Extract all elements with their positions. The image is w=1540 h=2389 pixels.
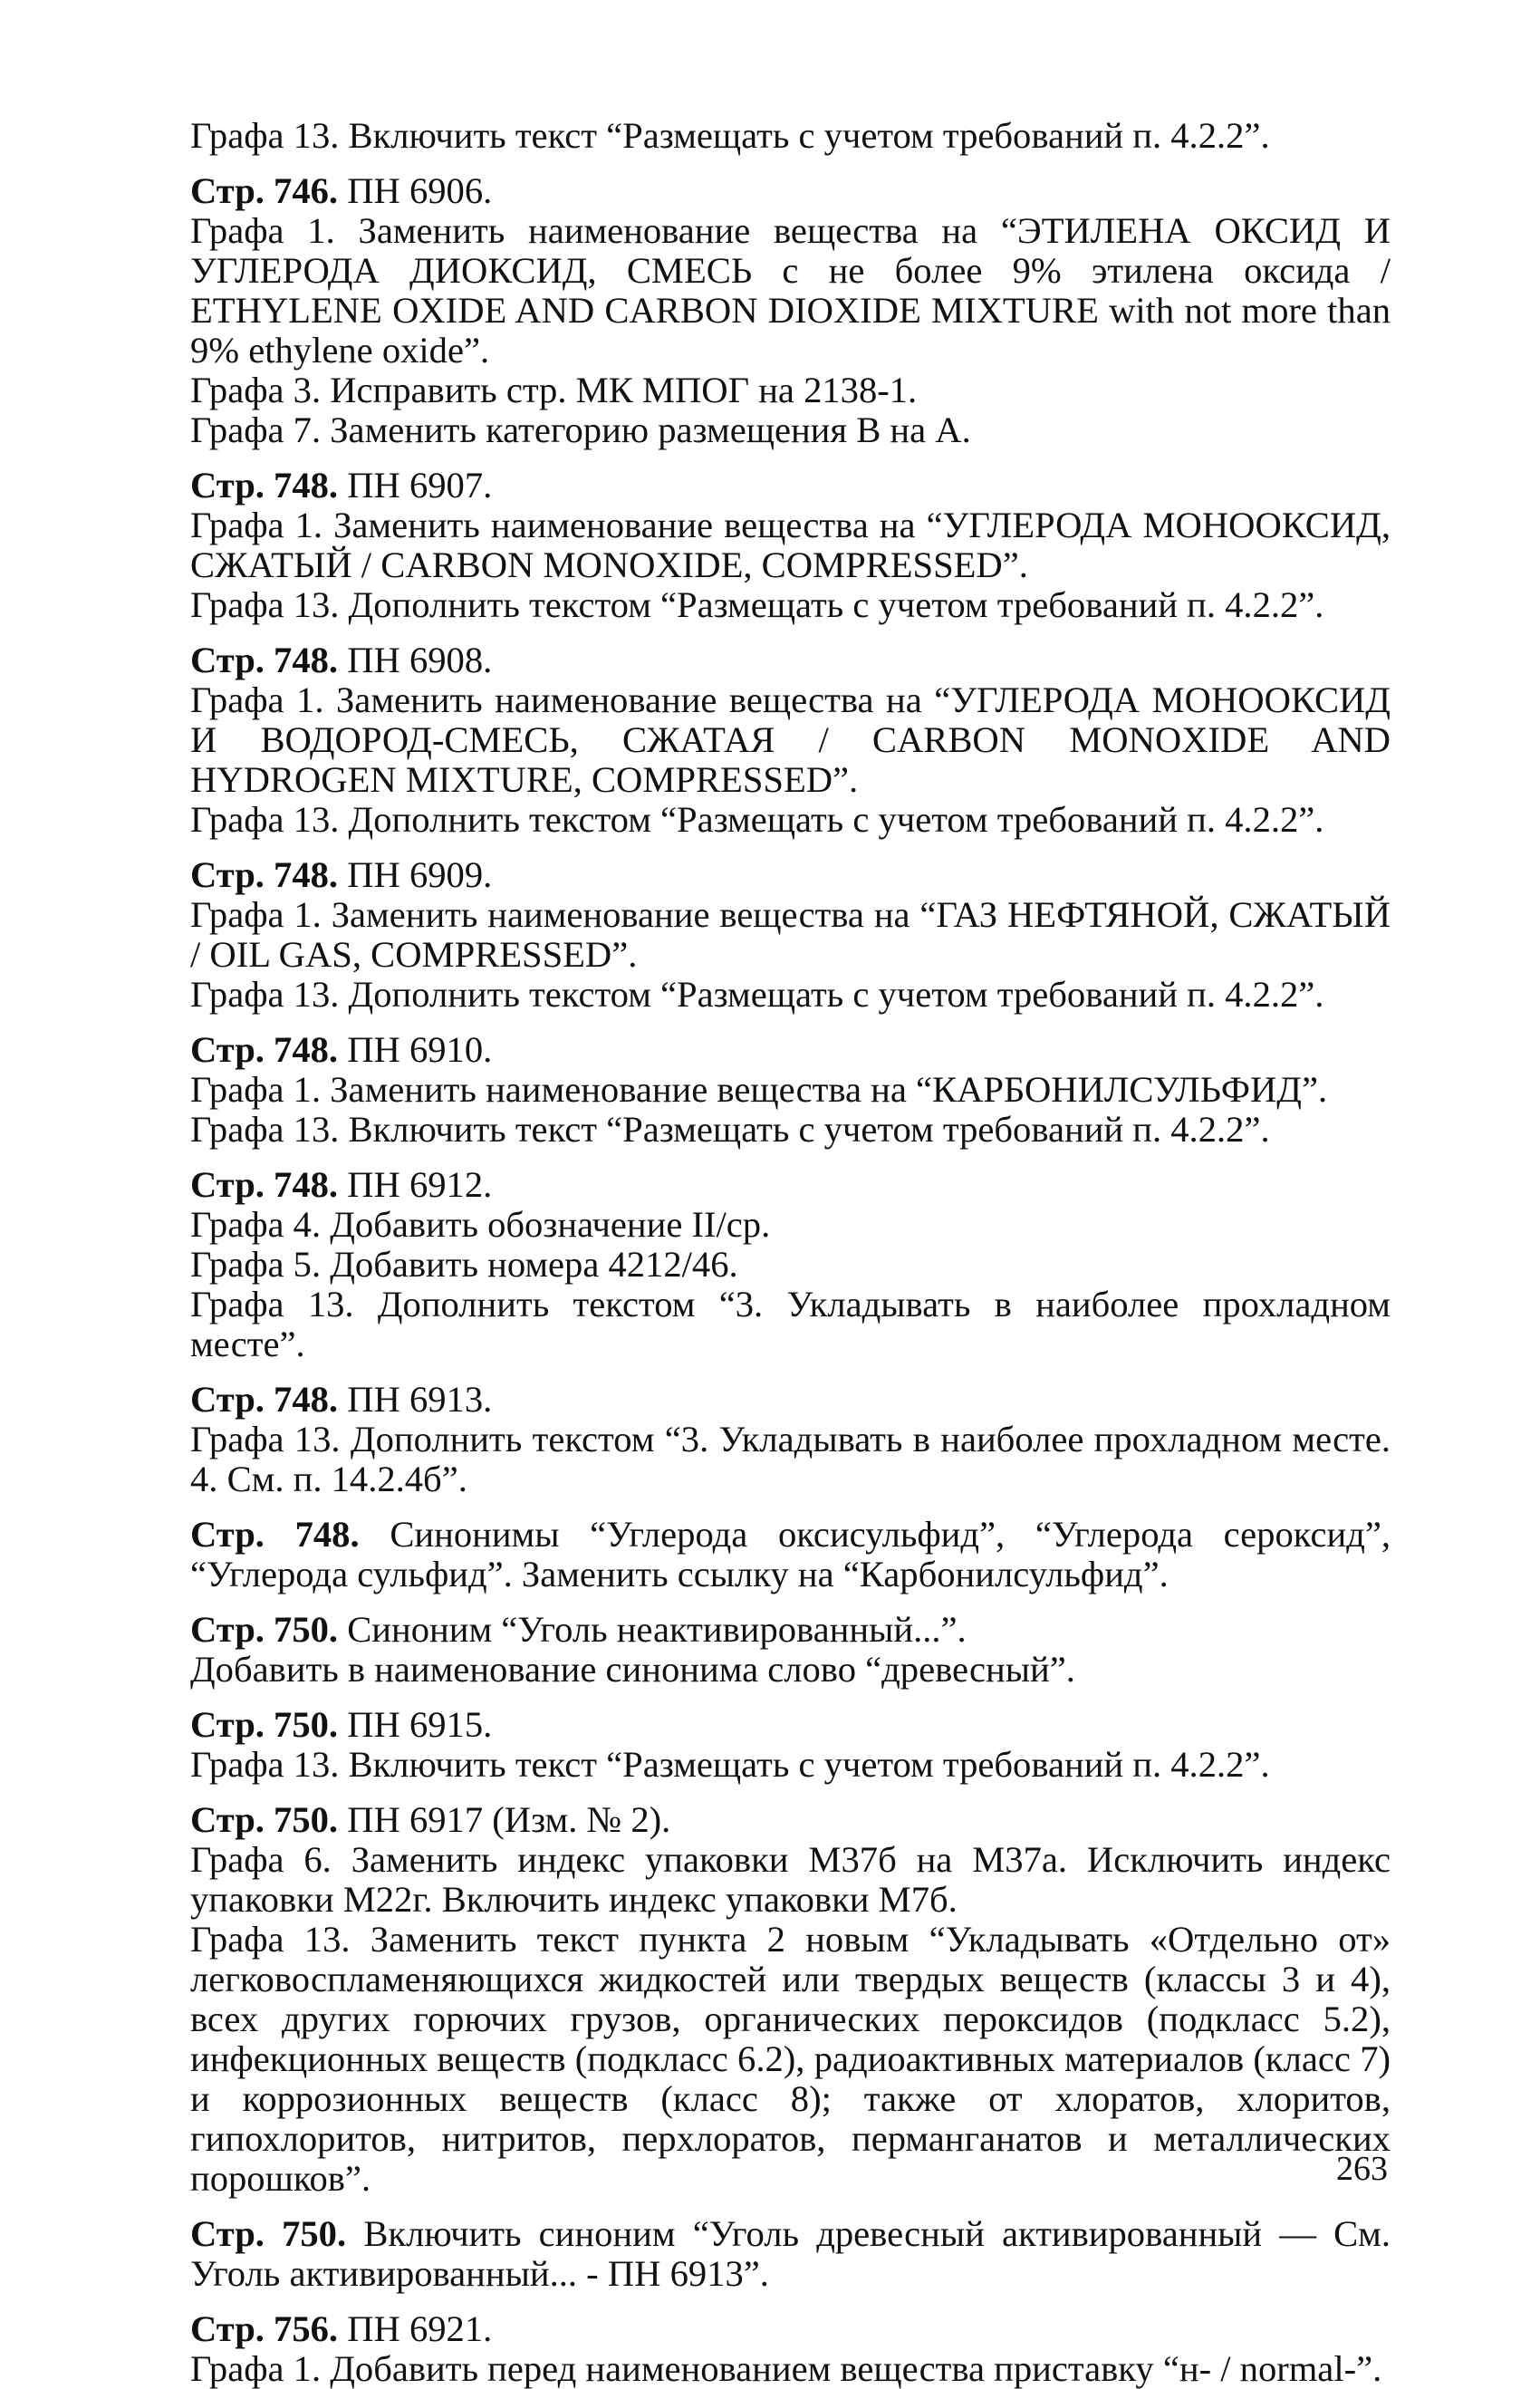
entry-block <box>190 1515 1391 1594</box>
paragraph-text: Включить синоним “Уголь древесный активированный — См. Уголь активированный... - ПН 6913”. <box>190 2213 1391 2294</box>
instruction-paragraph <box>190 371 1391 410</box>
paragraph-text: Графа 6. Заменить индекс упаковки М37б на М37а. Исключить индекс упаковки М22г. Включить индекс упаковки М7б. <box>190 1839 1391 1920</box>
page-reference: Стр. 756. <box>190 2308 339 2349</box>
entry-number: ПН 6915. <box>338 1704 493 1745</box>
entry-block <box>190 171 1391 450</box>
paragraph-text: Графа 7. Заменить категорию размещения В на А. <box>190 409 971 450</box>
page-reference: Стр. 748. <box>190 1514 360 1555</box>
page-reference: Стр. 750. <box>190 1799 339 1840</box>
paragraph-text: Графа 1. Заменить наименование вещества на “ГАЗ НЕФТЯНОЙ, СЖАТЫЙ / OIL GAS, COMPRESSED”. <box>190 894 1391 975</box>
paragraph-text: Графа 13. Дополнить текстом “Размещать с учетом требований п. 4.2.2”. <box>190 799 1324 840</box>
entry-heading <box>190 1165 1391 1205</box>
page-reference: Стр. 750. <box>190 2213 347 2254</box>
page-reference: Стр. 748. <box>190 854 339 895</box>
paragraph-text: Графа 5. Добавить номера 4212/46. <box>190 1244 738 1285</box>
instruction-paragraph <box>190 211 1391 371</box>
entry-block <box>190 1380 1391 1499</box>
entry-block <box>190 1705 1391 1785</box>
paragraph-text: Графа 13. Дополнить текстом “3. Укладывать в наиболее прохладном месте. 4. См. п. 14.2.4б”. <box>190 1419 1391 1499</box>
entry-block <box>190 1030 1391 1150</box>
paragraph-text: Синоним “Уголь неактивированный...”. <box>338 1609 967 1650</box>
page-reference: Стр. 748. <box>190 1379 339 1420</box>
document-body <box>190 116 1391 2389</box>
entry-heading <box>190 2309 1391 2349</box>
entry-number: ПН 6909. <box>338 854 493 895</box>
paragraph-text: Добавить в наименование синонима слово “древесный”. <box>190 1649 1075 1690</box>
page-reference: Стр. 748. <box>190 465 339 506</box>
paragraph-text: Графа 13. Заменить текст пункта 2 новым “Укладывать «Отдельно от» легковоспламеняющихся жидкостей или твердых веществ (классы 3 и 4), всех других горючих грузов, органических пероксидов (подкласс 5.2), инфекционных веществ (подкласс 6.2), радиоактивных материалов (класс 7) и коррозионных веществ (класс 8); также от хлоратов, хлоритов, гипохлоритов, нитритов, перхлоратов, перманганатов и металлических порошков”. <box>190 1919 1391 2199</box>
instruction-paragraph <box>190 975 1391 1015</box>
instruction-paragraph <box>190 1245 1391 1285</box>
instruction-paragraph <box>190 1285 1391 1364</box>
paragraph-text: Графа 3. Исправить стр. МК МПОГ на 2138-1. <box>190 370 918 410</box>
paragraph-text: Графа 1. Заменить наименование вещества на “УГЛЕРОДА МОНООКСИД И ВОДОРОД-СМЕСЬ, СЖАТАЯ / CARBON MONOXIDE AND HYDROGEN MIXTURE, COMPRESSED”. <box>190 679 1391 800</box>
entry-block <box>190 1800 1391 2199</box>
instruction-paragraph <box>190 1840 1391 1920</box>
instruction-paragraph <box>190 1205 1391 1245</box>
page-reference: Стр. 746. <box>190 170 339 211</box>
instruction-paragraph <box>190 1745 1391 1785</box>
instruction-paragraph <box>190 1515 1391 1594</box>
page-reference: Стр. 750. <box>190 1609 339 1650</box>
entry-number: ПН 6913. <box>338 1379 493 1420</box>
page-reference: Стр. 750. <box>190 1704 339 1745</box>
entry-block <box>190 1165 1391 1364</box>
instruction-paragraph <box>190 1920 1391 2199</box>
instruction-paragraph <box>190 680 1391 800</box>
page-reference: Стр. 748. <box>190 1029 339 1070</box>
page-reference: Стр. 748. <box>190 1164 339 1205</box>
paragraph-text: Графа 13. Включить текст “Размещать с учетом требований п. 4.2.2”. <box>190 1109 1270 1150</box>
page-reference: Стр. 748. <box>190 640 339 680</box>
entry-block <box>190 855 1391 1015</box>
entry-number: ПН 6921. <box>338 2308 493 2349</box>
entry-block <box>190 2214 1391 2294</box>
entry-number: ПН 6908. <box>338 640 493 680</box>
entry-block <box>190 466 1391 625</box>
entry-number: ПН 6910. <box>338 1029 493 1070</box>
paragraph-text: Графа 4. Добавить обозначение II/ср. <box>190 1204 771 1245</box>
entry-number: ПН 6912. <box>338 1164 493 1205</box>
instruction-paragraph <box>190 585 1391 625</box>
entry-number: ПН 6917 (Изм. № 2). <box>338 1799 671 1840</box>
entry-heading <box>190 641 1391 680</box>
paragraph-text: Графа 1. Заменить наименование вещества на “КАРБОНИЛСУЛЬФИД”. <box>190 1069 1328 1110</box>
instruction-paragraph <box>190 506 1391 585</box>
instruction-paragraph <box>190 410 1391 450</box>
entry-number: ПН 6907. <box>338 465 493 506</box>
paragraph-text: Графа 13. Дополнить текстом “Размещать с учетом требований п. 4.2.2”. <box>190 584 1324 625</box>
entry-heading <box>190 1030 1391 1070</box>
entry-heading <box>190 171 1391 211</box>
entry-number: ПН 6906. <box>338 170 493 211</box>
instruction-paragraph <box>190 116 1391 156</box>
paragraph-text: Графа 1. Заменить наименование вещества на “ЭТИЛЕНА ОКСИД И УГЛЕРОДА ДИОКСИД, СМЕСЬ с не более 9% этилена оксида / ETHYLENE OXIDE AND CARBON DIOXIDE MIXTURE with not more than 9% ethylene oxide”. <box>190 210 1391 371</box>
entry-block <box>190 116 1391 156</box>
entry-block <box>190 641 1391 840</box>
paragraph-text: Графа 13. Дополнить текстом “Размещать с учетом требований п. 4.2.2”. <box>190 974 1324 1015</box>
instruction-paragraph <box>190 895 1391 975</box>
instruction-paragraph <box>190 1650 1391 1690</box>
instruction-paragraph <box>190 800 1391 840</box>
instruction-paragraph <box>190 1070 1391 1110</box>
paragraph-text: Графа 13. Дополнить текстом “3. Укладывать в наиболее прохладном месте”. <box>190 1284 1391 1364</box>
instruction-paragraph <box>190 2214 1391 2294</box>
entry-heading <box>190 466 1391 506</box>
paragraph-text: Графа 1. Заменить наименование вещества на “УГЛЕРОДА МОНООКСИД, СЖАТЫЙ / CARBON MONOXIDE, COMPRESSED”. <box>190 505 1391 585</box>
entry-heading <box>190 855 1391 895</box>
instruction-paragraph <box>190 1110 1391 1150</box>
paragraph-text: Графа 13. Включить текст “Размещать с учетом требований п. 4.2.2”. <box>190 115 1270 156</box>
instruction-paragraph <box>190 1610 1391 1650</box>
entry-block <box>190 2309 1391 2389</box>
paragraph-text: Графа 1. Добавить перед наименованием вещества приставку “н- / normal-”. <box>190 2348 1382 2389</box>
instruction-paragraph <box>190 1420 1391 1499</box>
page-number: 263 <box>1336 2150 1388 2188</box>
instruction-paragraph <box>190 2349 1391 2389</box>
paragraph-text: Синонимы “Углерода оксисульфид”, “Углерода сероксид”, “Углерода сульфид”. Заменить ссылку на “Карбонилсульфид”. <box>190 1514 1391 1594</box>
paragraph-text: Графа 13. Включить текст “Размещать с учетом требований п. 4.2.2”. <box>190 1744 1270 1785</box>
entry-heading <box>190 1800 1391 1840</box>
entry-heading <box>190 1380 1391 1420</box>
entry-heading <box>190 1705 1391 1745</box>
entry-block <box>190 1610 1391 1690</box>
